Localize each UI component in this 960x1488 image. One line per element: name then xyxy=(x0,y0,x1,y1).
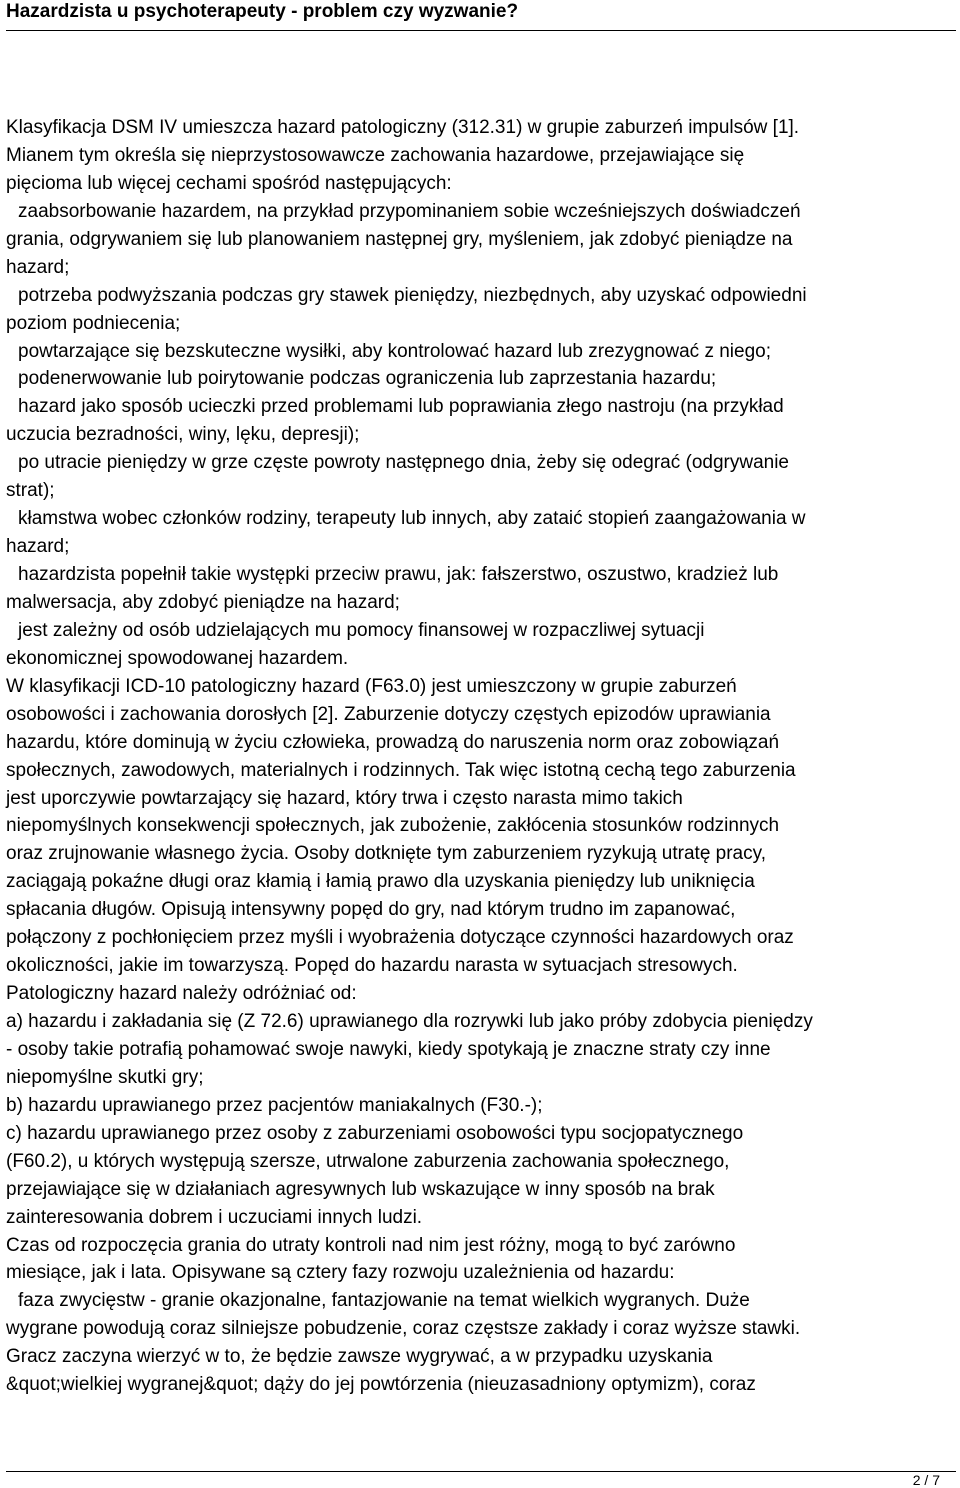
text-line: &quot;wielkiej wygranej&quot; dąży do jej powtórzenia (nieuzasadniony optymizm), coraz xyxy=(6,1374,756,1396)
text-line: wygrane powodują coraz silniejsze pobudzenie, coraz częstsze zakłady i coraz wyższe stawki. xyxy=(6,1318,801,1340)
page-title: Hazardzista u psychoterapeuty - problem czy wyzwanie? xyxy=(6,1,519,22)
text-line: połączony z pochłonięciem przez myśli i wyobrażenia dotyczące czynności hazardowych oraz xyxy=(6,927,794,949)
text-line: strat); xyxy=(6,480,55,502)
text-line: hazard jako sposób ucieczki przed problemami lub poprawiania złego nastroju (na przykład xyxy=(18,396,784,418)
document-body xyxy=(6,114,958,1399)
text-line: Czas od rozpoczęcia grania do utraty kontroli nad nim jest różny, mogą to być zarówno xyxy=(6,1234,736,1256)
text-line: b) hazardu uprawianego przez pacjentów maniakalnych (F30.-); xyxy=(6,1094,543,1116)
text-line: jest zależny od osób udzielających mu pomocy finansowej w rozpaczliwej sytuacji xyxy=(18,619,705,641)
page-footer xyxy=(6,1471,956,1488)
text-line: (F60.2), u których występują szersze, utrwalone zaburzenia zachowania społecznego, xyxy=(6,1150,730,1172)
text-line: spłacania długów. Opisują intensywny popęd do gry, nad którym trudno im zapanować, xyxy=(6,899,736,921)
text-line: społecznych, zawodowych, materialnych i rodzinnych. Tak więc istotną cechą tego zaburzenia xyxy=(6,759,796,781)
text-line: Patologiczny hazard należy odróżniać od: xyxy=(6,983,357,1005)
text-line: zainteresowania dobrem i uczuciami innych ludzi. xyxy=(6,1206,423,1228)
text-line: zaabsorbowanie hazardem, na przykład przypominaniem sobie wcześniejszych doświadczeń xyxy=(18,200,801,222)
text-line: miesiące, jak i lata. Opisywane są cztery fazy rozwoju uzależnienia od hazardu: xyxy=(6,1262,675,1284)
text-line: podenerwowanie lub poirytowanie podczas ograniczenia lub zaprzestania hazardu; xyxy=(18,368,717,390)
text-line: pięcioma lub więcej cechami spośród następujących: xyxy=(6,172,452,194)
text-line: Klasyfikacja DSM IV umieszcza hazard patologiczny (312.31) w grupie zaburzeń impulsów [1]. xyxy=(6,117,800,138)
text-line: jest uporczywie powtarzający się hazard, który trwa i często narasta mimo takich xyxy=(6,787,683,809)
text-line: Gracz zaczyna wierzyć w to, że będzie zawsze wygrywać, a w przypadku uzyskania xyxy=(6,1346,713,1368)
text-line: niepomyślne skutki gry; xyxy=(6,1066,204,1088)
text-line: przejawiające się w działaniach agresywnych lub wskazujące w inny sposób na brak xyxy=(6,1178,715,1200)
text-line: faza zwycięstw - granie okazjonalne, fantazjowanie na temat wielkich wygranych. Duże xyxy=(18,1290,750,1312)
text-line: kłamstwa wobec członków rodziny, terapeuty lub innych, aby zataić stopień zaangażowania w xyxy=(18,508,806,530)
text-line: poziom podniecenia; xyxy=(6,312,181,334)
text-line: ekonomicznej spowodowanej hazardem. xyxy=(6,647,349,669)
text-line: hazard; xyxy=(6,256,70,278)
text-line: hazardzista popełnił takie występki przeciw prawu, jak: fałszerstwo, oszustwo, kradzież lub xyxy=(18,564,779,585)
text-line: W klasyfikacji ICD-10 patologiczny hazard (F63.0) jest umieszczony w grupie zaburzeń xyxy=(6,675,737,697)
text-line: Mianem tym określa się nieprzystosowawcze zachowania hazardowe, przejawiające się xyxy=(6,144,745,166)
text-line: okoliczności, jakie im towarzyszą. Popęd do hazardu narasta w sytuacjach stresowych. xyxy=(6,955,738,977)
text-line: hazard; xyxy=(6,536,70,558)
text-line: powtarzające się bezskuteczne wysiłki, aby kontrolować hazard lub zrezygnować z niego; xyxy=(18,340,771,362)
text-line: niepomyślnych konsekwencji społecznych, jak zubożenie, zakłócenia stosunków rodzinnych xyxy=(6,815,780,837)
text-line: hazardu, które dominują w życiu człowieka, prowadzą do naruszenia norm oraz zobowiązań xyxy=(6,731,780,753)
text-line: uczucia bezradności, winy, lęku, depresji); xyxy=(6,424,360,446)
page-number: 2 / 7 xyxy=(912,1472,940,1488)
text-line: po utracie pieniędzy w grze częste powroty następnego dnia, żeby się odegrać (odgrywanie xyxy=(18,452,790,474)
text-line: malwersacja, aby zdobyć pieniądze na hazard; xyxy=(6,591,400,613)
text-line: - osoby takie potrafią pohamować swoje nawyki, kiedy spotykają je znaczne straty czy inne xyxy=(6,1038,771,1060)
text-line: zaciągają pokaźne długi oraz kłamią i łamią prawo dla uzyskania pieniędzy lub uniknięcia xyxy=(6,871,755,893)
text-line: c) hazardu uprawianego przez osoby z zaburzeniami osobowości typu socjopatycznego xyxy=(6,1122,744,1144)
text-line: grania, odgrywaniem się lub planowaniem następnej gry, myśleniem, jak zdobyć pieniądze na xyxy=(6,228,793,250)
page-header xyxy=(6,0,956,31)
text-line: osobowości i zachowania dorosłych [2]. Zaburzenie dotyczy częstych epizodów uprawiania xyxy=(6,703,771,725)
text-line: potrzeba podwyższania podczas gry stawek pieniędzy, niezbędnych, aby uzyskać odpowiedni xyxy=(18,284,807,306)
text-line: a) hazardu i zakładania się (Z 72.6) uprawianego dla rozrywki lub jako próby zdobycia pieniędzy xyxy=(6,1011,813,1032)
text-line: oraz zrujnowanie własnego życia. Osoby dotknięte tym zaburzeniem ryzykują utratę pracy, xyxy=(6,843,766,865)
